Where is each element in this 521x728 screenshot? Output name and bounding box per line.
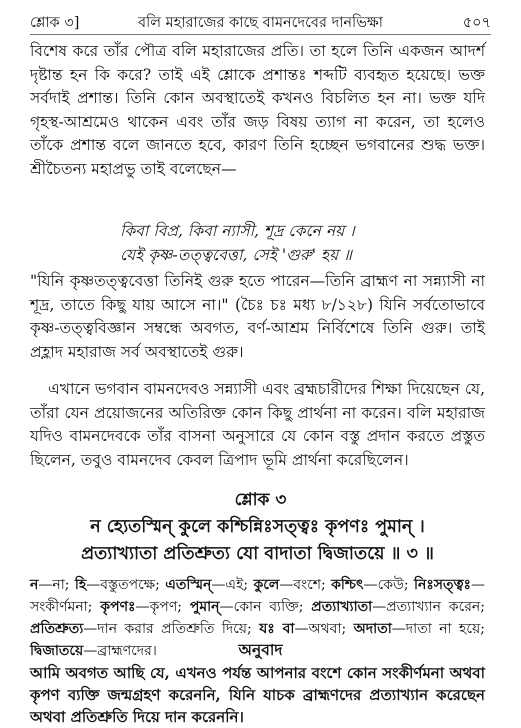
synonym-meaning: —কোন ব্যক্তি; (219, 599, 312, 615)
quoted-verse-line-1: কিবা বিপ্র, কিবা ন্যাসী, শূদ্র কেনে নয় । (120, 222, 355, 240)
header-verse-ref: শ্লোক ৩] (30, 15, 80, 31)
page-number: ৫০৭ (462, 15, 491, 31)
synonym-meaning: —অথবা; (294, 621, 354, 637)
synonym-meaning: —এই; (211, 577, 254, 593)
synonym-word: পুমান্ (189, 599, 220, 615)
verse-label: শ্লোক ৩ (234, 490, 287, 510)
synonym-meaning: —বস্তুতপক্ষে; (86, 577, 166, 593)
synonym-word: অদাতা (353, 621, 392, 637)
synonym-word: কৃপণঃ (100, 599, 136, 615)
synonym-word: ন (30, 577, 39, 593)
synonym-word: কুলে (253, 577, 280, 593)
synonym-word: কশ্চিৎ (331, 577, 364, 593)
verse-line-1: ন হ্যেতস্মিন্ কুলে কশ্চিন্নিঃসত্ত্বঃ কৃপণঃ পুমান্ । (90, 517, 425, 537)
header-rule (30, 34, 491, 35)
synonym-entry (331, 577, 414, 593)
purport-paragraph-1: বিশেষ করে তাঁর পৌত্র বলি মহারাজের প্রতি। তা হলে তিনি একজন আদর্শ দৃষ্টান্ত হন কি করে? তাই এই শ্লোকে প্রশান্তঃ শব্দটি ব্যবহৃত হয়েছে। ভক্ত সর্বদাই প্রশান্ত। তিনি কোন অবস্থাতেই কখনও বিচলিত হন না। ভক্ত যদি গৃহস্থ-আশ্রমেও থাকেন এবং তাঁর জড় বিষয় ত্যাগ না করেন, তা হলেও তাঁকে প্রশান্ত বলে জানতে হবে, কারণ তিনি হচ্ছেন ভগবানের শুদ্ধ ভক্ত। শ্রীচৈতন্য মহাপ্রভু তাই বলেছেন— (30, 42, 485, 178)
quoted-verse (120, 219, 485, 267)
synonym-word: যঃ বা (259, 621, 295, 637)
synonym-meaning: —কেউ; (363, 577, 414, 593)
header-chapter-title: বলি মহারাজের কাছে বামনদেবের দানভিক্ষা (138, 15, 383, 31)
synonym-entry (354, 621, 485, 637)
synonym-meaning: —দাতা না হয়ে; (391, 621, 485, 637)
synonym-entry (165, 577, 253, 593)
synonym-meaning: —প্রত্যাখ্যান করেন; (372, 599, 485, 615)
synonym-meaning: —ব্রাহ্মণদের। (83, 643, 157, 659)
synonym-word: দ্বিজাতয়ে (30, 643, 84, 659)
synonym-entry (190, 599, 311, 615)
synonym-meaning: —সংকীর্ণমনা; (30, 577, 485, 615)
verse-line-2: প্রত্যাখ্যাতা প্রতিশ্রুত্য যো বাদাতা দ্বিজাতয়ে ॥ ৩ ॥ (81, 544, 434, 564)
synonym-entry (30, 621, 259, 637)
synonym-word: প্রত্যাখ্যাতা (311, 599, 373, 615)
translation-text: আমি অবগত আছি যে, এখনও পর্যন্ত আপনার বংশে কোন সংকীর্ণমনা অথবা কৃপণ ব্যক্তি জন্মগ্রহণ করেননি, যিনি যাচক ব্রাহ্মণদের প্রত্যাখ্যান করেছেন অথবা প্রতিশ্রুতি দিয়ে দান করেননি। (30, 664, 485, 726)
synonym-word: প্রতিশ্রুত্য (30, 621, 84, 637)
purport-paragraph-3: এখানে ভগবান বামনদেবও সন্ন্যাসী এবং ব্রহ্মচারীদের শিক্ষা দিয়েছেন যে, তাঁরা যেন প্রয়োজনের অতিরিক্ত কোন কিছু প্রার্থনা না করেন। বলি মহারাজ যদিও বামনদেবকে তাঁর বাসনা অনুসারে যে কোন বস্তু প্রদান করতে প্রস্তুত ছিলেন, তবুও বামনদেব কেবল ত্রিপাদ ভূমি প্রার্থনা করেছিলেন। (30, 380, 485, 469)
synonym-meaning: —বংশে; (279, 577, 332, 593)
synonym-entry (75, 577, 165, 593)
running-header (30, 6, 491, 34)
synonym-meaning: —না; (38, 577, 75, 593)
purport-paragraph-2: "যিনি কৃষ্ণতত্ত্ববেত্তা তিনিই গুরু হতে পারেন—তিনি ব্রাহ্মণ না সন্ন্যাসী না শূদ্র, তাতে কিছু যায় আসে না।" (চৈঃ চঃ মধ্য ৮/১২৮) যিনি সর্বতোভাবে কৃষ্ণ-তত্ত্ববিজ্ঞান সম্বন্ধে অবগত, বর্ণ-আশ্রম নির্বিশেষে তিনি গুরু। তাই প্রহ্লাদ মহারাজ সর্ব অবস্থাতেই গুরু। (30, 272, 485, 361)
synonym-meaning: —দান করার প্রতিশ্রুতি দিয়ে; (83, 621, 260, 637)
translation-title: অনুবাদ (238, 640, 283, 659)
synonym-entry (100, 599, 190, 615)
synonym-meaning: —কৃপণ; (135, 599, 190, 615)
synonym-word: এতস্মিন্ (165, 577, 212, 593)
synonym-entry (311, 599, 485, 615)
synonym-word: হি (74, 577, 87, 593)
synonym-entry (259, 621, 353, 637)
synonym-entry (253, 577, 331, 593)
synonym-entry (30, 577, 75, 593)
synonym-word: নিঃসত্ত্বঃ (413, 577, 471, 593)
quoted-verse-line-2: যেই কৃষ্ণ-তত্ত্ববেত্তা, সেই 'গুরু' হয় ॥ (120, 246, 352, 264)
